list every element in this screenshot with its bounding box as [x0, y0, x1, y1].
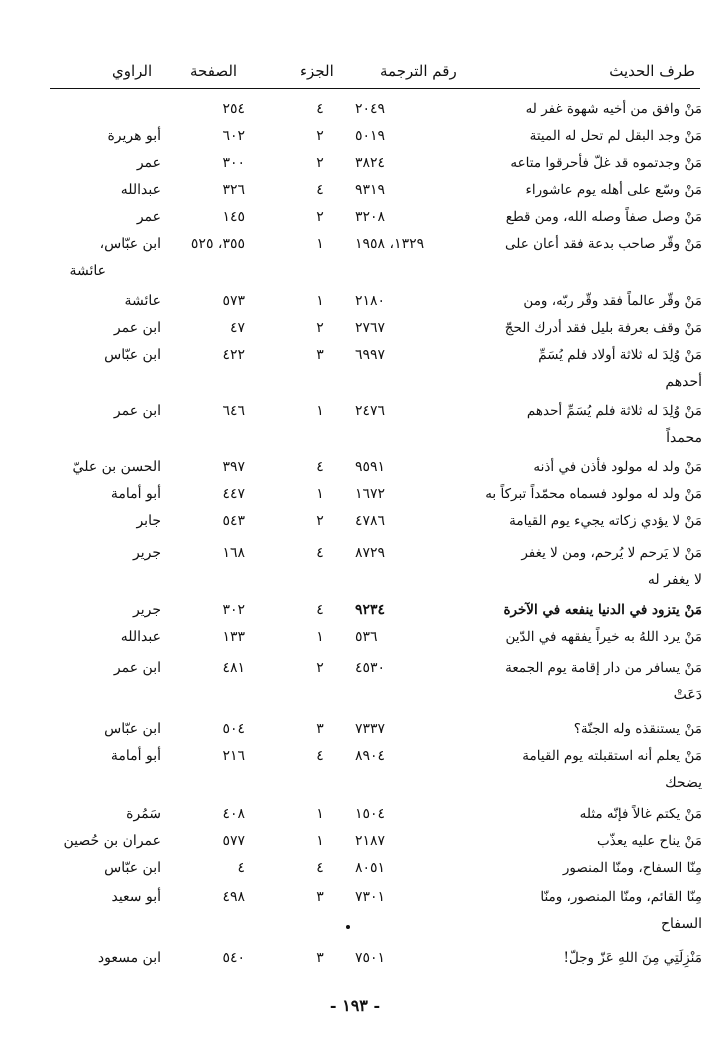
page-number: ٥٤٠ — [222, 950, 245, 966]
hadith-text: مَنْ يناح عليه يعذّب — [597, 833, 702, 849]
narrator: عمر — [136, 209, 161, 225]
entry-number: ٨٧٢٩ — [355, 545, 386, 561]
entry-number: ٥٣٦ — [355, 629, 378, 645]
header-rule — [50, 88, 700, 89]
narrator: عبدالله — [120, 182, 161, 198]
page-number: ٣٠٢ — [222, 602, 245, 618]
hadith-text: مَنْ وجدتموه قد غلّ فأحرقوا متاعه — [510, 155, 702, 171]
page-number: ٤٧ — [229, 320, 245, 336]
part-number: ١ — [316, 293, 324, 309]
stray-dot — [346, 925, 350, 929]
entry-number: ٨٠٥١ — [355, 860, 386, 876]
narrator: ابن عبّاس — [104, 860, 161, 876]
entry-number: ٩٣١٩ — [355, 182, 386, 198]
header-part: الجزء — [300, 62, 334, 80]
narrator: عبدالله — [120, 629, 161, 645]
narrator: ابن مسعود — [97, 950, 161, 966]
page-number: ٣٢٦ — [222, 182, 245, 198]
hadith-text: مَنْ لا يَرحم لا يُرحم، ومن لا يغفر — [521, 545, 702, 561]
entry-number: ٢٧٦٧ — [355, 320, 386, 336]
entry-number: ٤٧٨٦ — [355, 513, 386, 529]
hadith-text: مَنْ ولد له مولود فسماه محمّداً تبركاً به — [485, 486, 702, 502]
page-number: ٦٠٢ — [222, 128, 245, 144]
hadith-text: مَنْ ولد له مولود فأذن في أذنه — [533, 459, 702, 475]
hadith-text: مَنْ وقّر صاحب بدعة فقد أعان على — [505, 236, 702, 252]
part-number: ٣ — [316, 950, 324, 966]
part-number: ٢ — [316, 320, 324, 336]
part-number: ٤ — [316, 182, 324, 198]
narrator: أبو سعيد — [111, 889, 161, 905]
part-number: ٢ — [316, 155, 324, 171]
part-number: ٢ — [316, 513, 324, 529]
part-number: ٤ — [316, 860, 324, 876]
page-number: ٤٩٨ — [222, 889, 245, 905]
page-number: ٣٩٧ — [222, 459, 245, 475]
narrator: عمران بن حُصين — [63, 833, 161, 849]
hadith-text: مَنْ لا يؤدي زكاته يجيء يوم القيامة — [509, 513, 702, 529]
part-number: ٤ — [316, 602, 324, 618]
narrator: أبو أمامة — [110, 486, 161, 502]
page-number: ٣٠٠ — [222, 155, 245, 171]
part-number: ٢ — [316, 660, 324, 676]
hadith-text: مَنْ وجد البقل لم تحل له الميتة — [529, 128, 702, 144]
hadith-text: مَنْ وصل صفاً وصله الله، ومن قطع — [505, 209, 702, 225]
entry-number: ٨٩٠٤ — [355, 748, 386, 764]
page-number: ٤ — [237, 860, 245, 876]
part-number: ٤ — [316, 459, 324, 475]
page-number: ٤٢٢ — [222, 347, 245, 363]
entry-number: ٦٩٩٧ — [355, 347, 386, 363]
hadith-text: مَنْ يرد اللهُ به خيراً يفقهه في الدّين — [505, 629, 702, 645]
page-number: ٤٤٧ — [222, 486, 245, 502]
page-number: ٥٤٣ — [222, 513, 245, 529]
narrator: ابن عمر — [113, 660, 161, 676]
page-number: ١٣٣ — [222, 629, 245, 645]
narrator: عمر — [136, 155, 161, 171]
narrator: سَمُرة — [126, 806, 161, 822]
part-number: ٢ — [316, 209, 324, 225]
part-number: ٣ — [316, 889, 324, 905]
hadith-text: مَنْ يتزود في الدنيا ينفعه في الآخرة — [503, 602, 702, 618]
narrator: جابر — [136, 513, 161, 529]
page-number: ٥٧٣ — [222, 293, 245, 309]
page-number: ١٦٨ — [222, 545, 245, 561]
entry-number: ٥٠١٩ — [355, 128, 386, 144]
header-page: الصفحة — [190, 62, 238, 80]
part-number: ١ — [316, 833, 324, 849]
page-number: ٢٥٤ — [222, 101, 245, 117]
page-number: ٢١٦ — [222, 748, 245, 764]
narrator: ابن عبّاس — [104, 721, 161, 737]
part-number: ٣ — [316, 347, 324, 363]
entry-number: ٩٢٣٤ — [355, 602, 386, 618]
hadith-text: مَنْ وقّر عالماً فقد وقّر ربّه، ومن — [523, 293, 702, 309]
hadith-text: مَنْ وُلِدَ له ثلاثة فلم يُسَمِّ أحدهم — [526, 403, 702, 419]
part-number: ١ — [316, 403, 324, 419]
part-number: ٤ — [316, 101, 324, 117]
part-number: ٢ — [316, 128, 324, 144]
entry-number: ٣٢٠٨ — [355, 209, 386, 225]
narrator: عائشة — [124, 293, 161, 309]
narrator: ابن عبّاس — [104, 347, 161, 363]
page-number: ٦٤٦ — [222, 403, 245, 419]
narrator: الحسن بن عليّ — [72, 459, 161, 475]
hadith-text: مَنْ يكتم غالاً فإنّه مثله — [579, 806, 702, 822]
hadith-text: مَنْ يعلم أنه استقبلته يوم القيامة — [522, 748, 702, 764]
hadith-continuation: دَعَتْ — [673, 687, 702, 703]
hadith-text: مَنْزِلَتِي مِنَ اللهِ عَزّ وجلّ! — [563, 950, 702, 966]
entry-number: ١٦٧٢ — [355, 486, 386, 502]
entry-number: ٢١٨٠ — [355, 293, 386, 309]
part-number: ٤ — [316, 748, 324, 764]
hadith-text: مَنْ وقف بعرفة بليل فقد أدرك الحجّ — [504, 320, 702, 336]
header-hadith: طرف الحديث — [609, 62, 695, 80]
page-number: ١٤٥ — [222, 209, 245, 225]
narrator: جرير — [133, 602, 161, 618]
hadith-continuation: أحدهم — [665, 374, 702, 390]
page-number: ٣٥٥، ٥٢٥ — [190, 236, 245, 252]
entry-number: ٩٥٩١ — [355, 459, 386, 475]
entry-number: ١٣٢٩، ١٩٥٨ — [355, 236, 425, 252]
hadith-text: مَنْ يستنقذه وله الجنّة؟ — [573, 721, 702, 737]
entry-number: ٣٨٢٤ — [355, 155, 386, 171]
entry-number: ٢٤٧٦ — [355, 403, 386, 419]
part-number: ٣ — [316, 721, 324, 737]
header-number: رقم الترجمة — [380, 62, 457, 80]
narrator: ابن عمر — [113, 403, 161, 419]
part-number: ٤ — [316, 545, 324, 561]
part-number: ١ — [316, 486, 324, 502]
hadith-continuation: محمداً — [666, 430, 702, 446]
narrator: ابن عبّاس، — [99, 236, 161, 252]
hadith-continuation: السفاح — [660, 916, 702, 932]
hadith-continuation: لا يغفر له — [647, 572, 702, 588]
entry-number: ٢٠٤٩ — [355, 101, 386, 117]
page-number: ٤٨١ — [222, 660, 245, 676]
hadith-text: مَنْ وُلِدَ له ثلاثة أولاد فلم يُسَمِّ — [538, 347, 702, 363]
part-number: ١ — [316, 629, 324, 645]
entry-number: ٤٥٣٠ — [355, 660, 386, 676]
header-narrator: الراوي — [112, 62, 153, 80]
part-number: ١ — [316, 806, 324, 822]
page-number: ٥٧٧ — [222, 833, 245, 849]
narrator: ابن عمر — [113, 320, 161, 336]
page-number: ٥٠٤ — [222, 721, 245, 737]
narrator: جرير — [133, 545, 161, 561]
hadith-text: مَنْ يسافر من دار إقامة يوم الجمعة — [505, 660, 702, 676]
entry-number: ١٥٠٤ — [355, 806, 386, 822]
hadith-text: مَنْ وافق من أخيه شهوة غفر له — [525, 101, 702, 117]
page-footer-number: - ١٩٣ - — [329, 996, 381, 1015]
entry-number: ٢١٨٧ — [355, 833, 386, 849]
entry-number: ٧٣٣٧ — [355, 721, 386, 737]
narrator: أبو هريرة — [107, 128, 161, 144]
narrator: أبو أمامة — [110, 748, 161, 764]
hadith-text: مَنْ وسّع على أهله يوم عاشوراء — [525, 182, 702, 198]
narrator-continuation: عائشة — [69, 263, 106, 279]
hadith-text: مِنّا السفاح، ومنّا المنصور — [562, 860, 702, 876]
hadith-continuation: يضحك — [665, 775, 702, 791]
entry-number: ٧٣٠١ — [355, 889, 386, 905]
part-number: ١ — [316, 236, 324, 252]
hadith-text: مِنّا القائم، ومنّا المنصور، ومنّا — [540, 889, 702, 905]
entry-number: ٧٥٠١ — [355, 950, 386, 966]
page-number: ٤٠٨ — [222, 806, 245, 822]
